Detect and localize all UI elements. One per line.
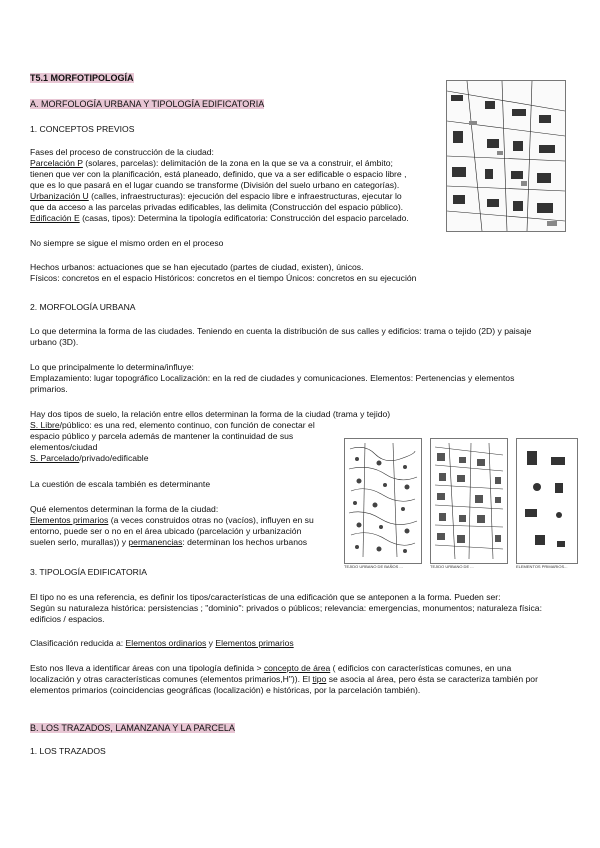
urbanizacion-line-1: [30, 191, 402, 202]
libre-term: S. Libre: [30, 420, 60, 430]
parcelado-term: S. Parcelado: [30, 453, 80, 463]
document-title: T5.1 MORFOTIPOLOGÍA: [30, 73, 134, 83]
s1-intro: Fases del proceso de construcción de la ciudad:: [30, 147, 214, 157]
clasificacion-line: [30, 638, 294, 649]
parcelado-text: /privado/edificable: [79, 453, 149, 463]
area-line-2-text: localización y otras características comunes (elementos primarios,H")). El: [30, 674, 313, 684]
que-line-3: entorno, puede ser o no en el área ubicado (parcelación y urbanización: [30, 526, 302, 536]
s2-p2-line-1: Lo que principalmente lo determina/influye:: [30, 362, 194, 372]
que-line-2-text: (a veces construidos otras no (vacíos), influyen en su: [108, 515, 314, 525]
tejido-drawing-1: [345, 439, 421, 563]
caption-2: TEJIDO URBANO DE ...: [430, 564, 474, 569]
suelo-line: Hay dos tipos de suelo, la relación entre ellos determinan la forma de la ciudad (trama y tejido): [30, 409, 391, 419]
s1-heading: 1. CONCEPTOS PREVIOS: [30, 124, 135, 134]
parcelacion-term: Parcelación P: [30, 158, 83, 168]
tejido-drawing-2: [431, 439, 507, 563]
parcelado-line: [30, 453, 149, 464]
libre-line-1: [30, 420, 315, 431]
elementos-primarios-term-2: Elementos primarios: [215, 638, 294, 648]
hechos-urbanos: Hechos urbanos: actuaciones que se han ejecutado (partes de ciudad, existen), únicos.: [30, 262, 364, 272]
urban-map-drawing: [447, 81, 565, 231]
permanencias-term: permanencias: [128, 537, 183, 547]
s2-p2-line-2: Emplazamiento: lugar topográfico Localización: en la red de ciudades y comunicaciones. Elementos: Pertenencias y elementos: [30, 373, 515, 383]
que-line-4-text: suelen serlo, murallas)) y: [30, 537, 129, 547]
area-line-1-text: Esto nos lleva a identificar áreas con una tipología definida >: [30, 663, 264, 673]
section-a-heading: A. MORFOLOGÍA URBANA Y TIPOLOGÍA EDIFICATORIA: [30, 99, 265, 109]
s3-line-3: edificios / espacios.: [30, 614, 105, 624]
edificacion-text: (casas, tipos): Determina la tipología edificatoria: Construcción del espacio parcelado.: [79, 213, 409, 223]
parcelacion-text: (solares, parcelas): delimitación de la zona en la que se va a construir, el ámbito;: [82, 158, 393, 168]
libre-text: /público: es una red, elemento continuo, con función de conectar el: [59, 420, 315, 430]
que-line-4-end: : determinan los hechos urbanos: [182, 537, 308, 547]
tipo-term: tipo: [312, 674, 327, 684]
area-line-1: [30, 663, 511, 674]
parcelacion-line-1: [30, 158, 393, 169]
s2-p2-line-3: primarios.: [30, 384, 68, 394]
libre-line-2: espacio público y parcela además de mantener la continuidad de sus: [30, 431, 294, 441]
elementos-primarios-term: Elementos primarios: [30, 515, 109, 525]
edificacion-term: Edificación E: [30, 213, 80, 223]
concepto-de-area-term: concepto de área: [263, 663, 331, 673]
tejido-figure-2: [430, 438, 508, 564]
sB1-heading: 1. LOS TRAZADOS: [30, 746, 106, 756]
area-line-1-end: ( edificios con características comunes, en una: [330, 663, 512, 673]
area-line-3: elementos primarios (coincidencias geográficas (localización) e históricas, por la parcelación también).: [30, 685, 421, 695]
area-line-2: [30, 674, 538, 685]
urbanizacion-text: (calles, infraestructuras): ejecución del espacio libre e infraestructuras, ejecutar lo: [88, 191, 402, 201]
s2-heading: 2. MORFOLOGÍA URBANA: [30, 302, 136, 312]
order-note: No siempre se sigue el mismo orden en el proceso: [30, 238, 224, 248]
parcelacion-line-3: que es lo que pasará en el lugar cuando se transforme (División del suelo urbano en categorías).: [30, 180, 400, 190]
caption-1: TEJIDO URBANO DE BAÑOS ...: [344, 564, 403, 569]
tejido-figure-1: [344, 438, 422, 564]
que-line-4: [30, 537, 307, 548]
s2-p1-line-1: Lo que determina la forma de las ciudades. Teniendo en cuenta la distribución de sus calles y edificios: trama o tejido (2D) y paisaje: [30, 326, 532, 336]
fisicos-line: Físicos: concretos en el espacio Históricos: concretos en el tiempo Únicos: concretos en su ejecución: [30, 273, 417, 283]
clasificacion-text: Clasificación reducida a:: [30, 638, 126, 648]
area-line-2-end: se asocia al área, pero ésta se caracteriza también por: [326, 674, 538, 684]
escala-line: La cuestión de escala también es determinante: [30, 479, 211, 489]
que-line-1: Qué elementos determinan la forma de la ciudad:: [30, 504, 219, 514]
s3-heading: 3. TIPOLOGÍA EDIFICATORIA: [30, 567, 148, 577]
caption-3: ELEMENTOS PRIMARIOS...: [516, 564, 568, 569]
urbanizacion-term: Urbanización U: [30, 191, 89, 201]
libre-line-3: elementos/ciudad: [30, 442, 98, 452]
s2-p1-line-2: urbano (3D).: [30, 337, 79, 347]
elementos-primarios-figure: [516, 438, 578, 564]
s3-line-1: El tipo no es una referencia, es definir los tipos/características de una edificación que se anteponen a la forma. Pueden ser:: [30, 592, 501, 602]
s3-line-2: Según su naturaleza histórica: persistencias ; "dominio": privados o públicos; relevancia: emergencias, monumentos; naturaleza física:: [30, 603, 542, 613]
edificacion-line: [30, 213, 409, 224]
section-b-heading: B. LOS TRAZADOS, LAMANZANA Y LA PARCELA: [30, 723, 235, 733]
urbanizacion-line-2: que da acceso a las parcelas privadas edificables, las delimita (Construcción del espacio público).: [30, 202, 404, 212]
clasificacion-and: y: [206, 638, 216, 648]
que-line-2: [30, 515, 314, 526]
elementos-primarios-drawing: [517, 439, 577, 563]
parcelacion-line-2: tienen que ver con la planificación, está planeado, definido, que va a ser edificable o espacio libre ,: [30, 169, 407, 179]
elementos-ordinarios-term: Elementos ordinarios: [125, 638, 207, 648]
urban-map-figure: [446, 80, 566, 232]
